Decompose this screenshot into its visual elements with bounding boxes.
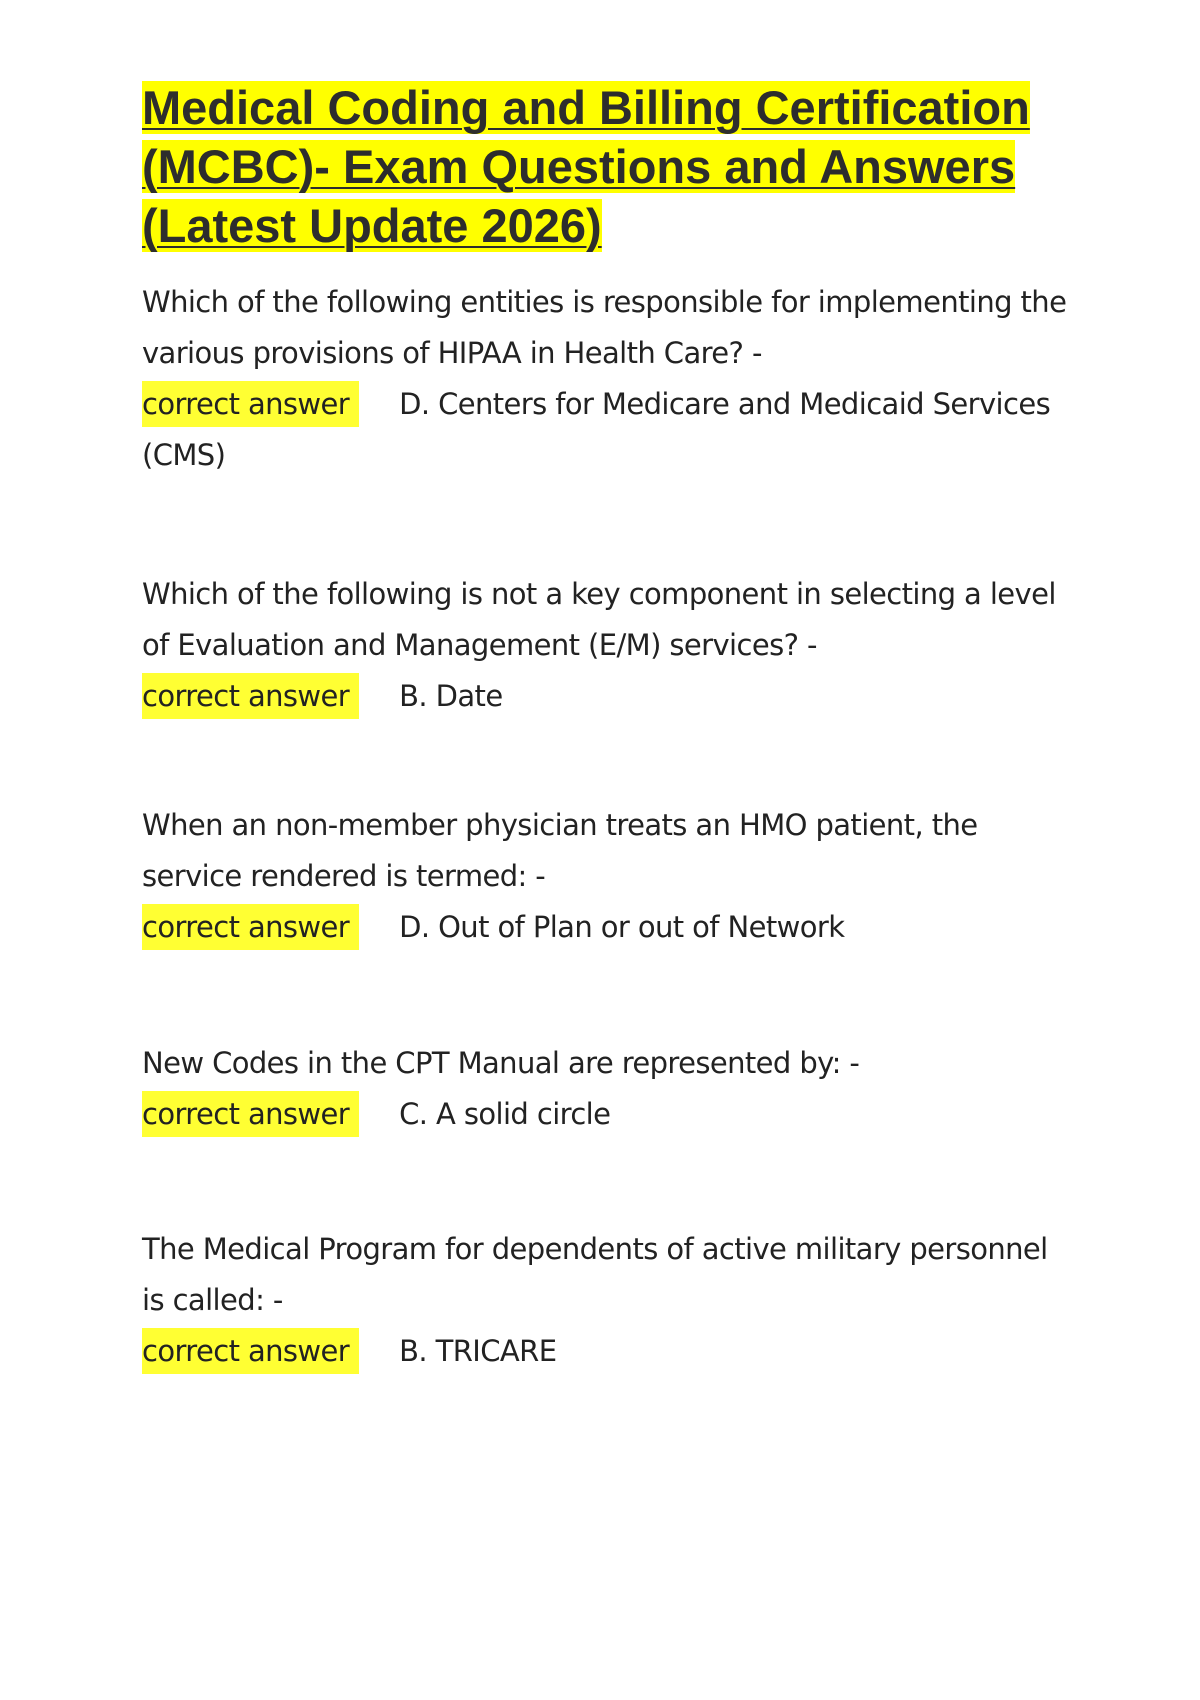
answer-line bbox=[142, 1326, 1072, 1377]
answer-line bbox=[142, 902, 1072, 953]
qa-item-1 bbox=[142, 277, 1080, 481]
question-text: The Medical Program for dependents of active military personnel is called: - bbox=[142, 1232, 1048, 1317]
answer-line bbox=[142, 671, 1072, 722]
question-text: Which of the following is not a key component in selecting a level of Evaluation and Management (E/M) services? - bbox=[142, 577, 1056, 662]
qa-item-3 bbox=[142, 800, 1080, 953]
answer-text: D. Out of Plan or out of Network bbox=[399, 910, 845, 944]
answer-text: D. Centers for Medicare and Medicaid Services (CMS) bbox=[142, 387, 1051, 472]
question-text: When an non-member physician treats an HMO patient, the service rendered is termed: - bbox=[142, 808, 978, 893]
correct-answer-label: correct answer bbox=[142, 381, 359, 427]
correct-answer-label: correct answer bbox=[142, 1091, 359, 1137]
qa-item-5 bbox=[142, 1224, 1080, 1377]
document-title bbox=[142, 78, 1042, 255]
question-text: Which of the following entities is responsible for implementing the various provisions of HIPAA in Health Care? - bbox=[142, 285, 1067, 370]
answer-line bbox=[142, 379, 1072, 481]
qa-item-4 bbox=[142, 1038, 1080, 1140]
spacer bbox=[142, 722, 1080, 800]
correct-answer-label: correct answer bbox=[142, 1328, 359, 1374]
answer-text: B. TRICARE bbox=[399, 1334, 557, 1368]
correct-answer-label: correct answer bbox=[142, 673, 359, 719]
spacer bbox=[142, 1140, 1080, 1224]
answer-text: C. A solid circle bbox=[399, 1097, 611, 1131]
qa-item-2 bbox=[142, 569, 1080, 722]
spacer bbox=[142, 481, 1080, 569]
answer-line bbox=[142, 1089, 1072, 1140]
correct-answer-label: correct answer bbox=[142, 904, 359, 950]
answer-text: B. Date bbox=[399, 679, 503, 713]
document-title-text: Medical Coding and Billing Certification (MCBC)- Exam Questions and Answers (Latest Update 2026) bbox=[142, 81, 1030, 252]
spacer bbox=[142, 953, 1080, 1038]
question-text: New Codes in the CPT Manual are represented by: - bbox=[142, 1046, 860, 1080]
